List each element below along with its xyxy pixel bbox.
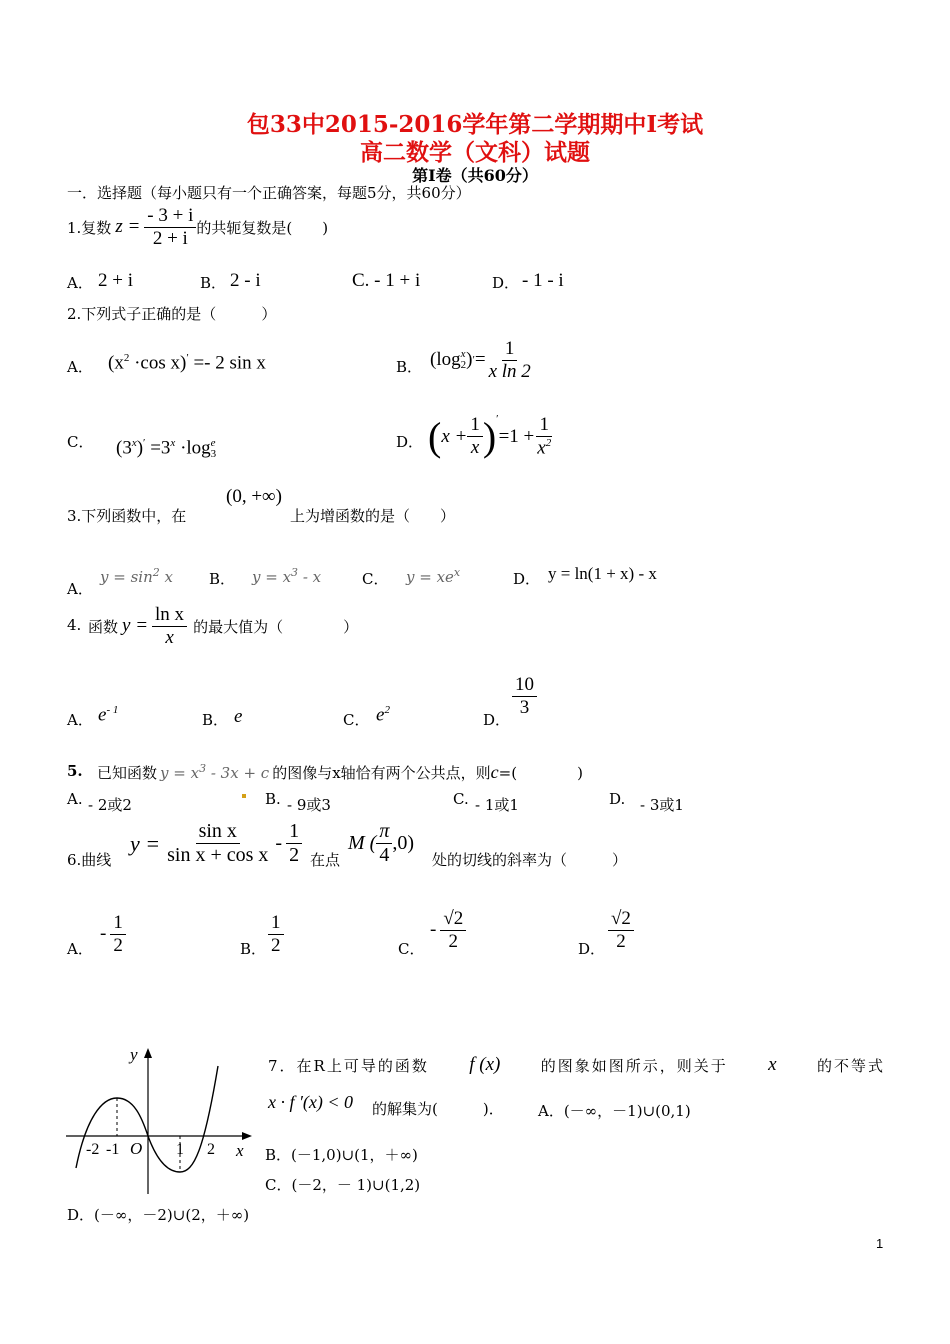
q2-b-label: B．	[396, 358, 423, 376]
q4-option-b: e	[234, 706, 243, 727]
q1-option-b-label: B．	[200, 274, 227, 292]
q6-c-label: C．	[398, 940, 425, 958]
graph-tick-1: 1	[176, 1141, 184, 1158]
q2-c-sub: 3	[210, 447, 217, 460]
q2-a-label: A．	[67, 358, 93, 376]
q2-d-frac1	[467, 414, 483, 459]
q1-option-d-label: D．	[492, 274, 520, 292]
q1-z: z =	[115, 216, 141, 238]
q6-option-a	[100, 912, 126, 957]
q3-interval: (0, +∞)	[226, 486, 282, 507]
q5-expr	[160, 764, 269, 782]
q1-option-d: - 1 - i	[522, 270, 564, 291]
q6-d-den: 2	[616, 930, 626, 952]
q4-y-eq: y =	[122, 615, 149, 637]
exam-subtitle: 高二数学（文科）试题	[360, 139, 590, 166]
q6-option-d	[608, 908, 634, 953]
q6-d-fraction	[608, 908, 634, 953]
q2-option-d: ( x + $\frac{1}{x}$ ) ′ =1 + $\frac{1}{x^2}$	[428, 413, 554, 460]
q5-expr-base: y = x	[160, 764, 200, 782]
q3-stem-suffix: 上为增函数的是（ ）	[290, 507, 456, 525]
q2-c-label: C．	[67, 433, 94, 451]
q2-c-scripts	[211, 438, 217, 460]
q4-option-d	[512, 674, 537, 719]
q7-option-d: D．(－∞，－2)∪(2，＋∞)	[67, 1206, 250, 1224]
q7-stem1: 7．在R上可导的函数	[268, 1056, 429, 1075]
q4-a-label: A．	[67, 711, 93, 729]
q6-fraction	[164, 820, 271, 867]
question-4	[88, 604, 358, 649]
q4-fraction	[152, 604, 187, 649]
q3-c-label: C．	[362, 570, 389, 588]
q3-b-expr: y = x	[252, 568, 292, 586]
q7-stem2: 的图象如图所示，则关于	[540, 1056, 728, 1075]
q6-a-fraction	[110, 912, 126, 957]
q6-stem-prefix: 6.曲线	[67, 851, 112, 869]
q5-option-a: - 2或2	[88, 796, 132, 814]
q7-fx: f (x)	[469, 1054, 501, 1075]
q6-M-close: ,0)	[392, 832, 415, 854]
q4-number: 4.	[67, 616, 82, 634]
q3-stem-prefix: 3.下列函数中，在	[67, 507, 187, 525]
q4-c-base: e	[376, 704, 385, 726]
q6-b-den: 2	[271, 934, 281, 956]
q6-at-point: 在点	[310, 851, 341, 869]
q4-c-sup: 2	[384, 704, 390, 716]
q2-b-eq: =	[474, 349, 486, 371]
q6-option-c	[430, 908, 466, 953]
q2-d-num2: 1	[536, 414, 552, 437]
q3-a-sup: 2	[152, 566, 160, 579]
q2-a-mid: ·cos x)	[129, 352, 187, 374]
q6-b-label: B．	[240, 940, 267, 958]
q2-a-pre: (x	[108, 352, 124, 374]
q2-d-den2-sup: 2	[545, 436, 552, 449]
q5-number: 5.	[67, 762, 83, 780]
q4-d-num: 10	[512, 674, 537, 697]
q1-option-c: C. - 1 + i	[352, 270, 421, 291]
q3-c-sup: x	[453, 566, 461, 579]
q2-d-frac2	[534, 414, 554, 459]
q2-d-den2	[534, 437, 554, 459]
graph-x-label: x	[236, 1141, 244, 1160]
q1-stem-prefix: 1.复数	[67, 218, 112, 237]
q2-a-sup: 2	[123, 352, 130, 364]
q4-stem-prefix: 函数	[88, 617, 119, 636]
q6-a-num: 1	[110, 912, 126, 935]
q6-c-num: √2	[440, 908, 466, 931]
q5-expr-rest: - 3x + c	[206, 764, 270, 782]
q2-d-den2-base: x	[537, 437, 546, 459]
question-5	[97, 762, 583, 783]
q3-option-d: y = ln(1 + x) - x	[548, 564, 657, 583]
q6-a-sign: -	[100, 923, 107, 945]
q4-c-label: C．	[343, 711, 370, 729]
q2-c-rhs2: ·log	[175, 437, 211, 459]
q1-option-a: 2 + i	[98, 270, 133, 291]
q5-stem-prefix: 已知函数	[97, 764, 158, 782]
q4-a-sup: - 1	[106, 704, 119, 716]
q2-d-x: x +	[441, 425, 468, 447]
q2-c-prime: ′	[143, 437, 146, 449]
q3-option-a	[100, 566, 173, 586]
q6-stem-suffix: 处的切线的斜率为（ ）	[432, 851, 628, 869]
q6-M: M (	[348, 832, 377, 854]
q3-b-sup: 3	[291, 566, 299, 579]
q7-stem4: 的解集为( )．	[372, 1100, 504, 1118]
graph-tick-neg1: -1	[106, 1141, 120, 1158]
q6-expr	[130, 820, 302, 867]
q3-option-b	[252, 566, 321, 586]
q3-option-c	[406, 566, 460, 586]
q6-den: sin x + cos x	[167, 844, 269, 866]
q7-stem3: 的不等式	[816, 1056, 885, 1075]
q4-b-label: B．	[202, 711, 229, 729]
question-2-stem: 2.下列式子正确的是（ ）	[67, 305, 277, 323]
q2-d-den: x	[470, 437, 480, 458]
q6-b-fraction	[268, 912, 284, 957]
section-header: 第I卷（共60分）	[412, 166, 538, 185]
y-axis-arrow	[144, 1048, 152, 1058]
q3-d-label: D．	[513, 570, 541, 588]
q6-a-den: 2	[113, 934, 123, 956]
q2-d-label: D．	[396, 433, 424, 451]
graph-tick-2: 2	[207, 1141, 215, 1158]
q6-half-num: 1	[286, 820, 302, 844]
q3-b-label: B．	[209, 570, 236, 588]
q2-c-rhs1: =3	[145, 437, 171, 459]
q6-pi-fraction	[376, 820, 392, 867]
q2-b-sup: x	[460, 348, 466, 361]
q4-a-base: e	[98, 704, 107, 726]
q2-option-b	[430, 338, 534, 383]
q5-d-label: D.	[609, 790, 626, 808]
x-axis-arrow	[242, 1132, 252, 1140]
q6-c-den: 2	[448, 930, 459, 952]
q5-option-c: - 1或1	[475, 796, 519, 814]
page-number: 1	[876, 1236, 884, 1251]
q4-d-fraction	[512, 674, 537, 719]
graph-y-label: y	[130, 1045, 138, 1064]
q1-option-b: 2 - i	[230, 270, 261, 291]
q4-den: x	[165, 626, 174, 648]
q4-option-a	[98, 704, 118, 726]
q2-b-sub: 2	[460, 359, 467, 372]
q5-c: c	[490, 762, 499, 782]
q4-stem-suffix: 的最大值为（ ）	[193, 617, 359, 636]
q2-d-prime: ′	[496, 413, 499, 425]
graph-tick-neg2: -2	[86, 1141, 100, 1158]
q7-inequality: x · f ′(x) < 0	[268, 1092, 354, 1112]
q2-a-rhs: =- 2 sin x	[188, 352, 266, 374]
q3-c-expr: y = xe	[406, 568, 454, 586]
q5-option-d: - 3或1	[640, 796, 684, 814]
q6-minus: -	[275, 832, 283, 854]
q6-pi-num: π	[376, 820, 392, 844]
q4-d-label: D．	[483, 711, 511, 729]
stray-mark	[242, 794, 246, 798]
q5-a-label: A.	[67, 790, 83, 808]
q2-b-den: x ln 2	[488, 360, 531, 382]
q3-a-expr: y = sin	[100, 568, 153, 586]
q6-d-label: D．	[578, 940, 606, 958]
q1-option-a-label: A．	[67, 274, 93, 292]
q1-den: 2 + i	[152, 227, 188, 249]
q2-c-pre: (3	[116, 437, 132, 459]
q7-option-c: C．(－2，－ 1)∪(1,2)	[265, 1176, 421, 1194]
q5-option-b: - 9或3	[287, 796, 331, 814]
q2-c-sup3: e	[210, 436, 216, 449]
section1-instructions: 一．选择题（每小题只有一个正确答案，每题5分，共60分）	[67, 184, 471, 202]
q2-c-sup2: x	[170, 437, 176, 449]
q7-function-graph	[62, 1040, 262, 1200]
q6-half	[286, 820, 302, 867]
q6-num: sin x	[196, 820, 240, 844]
q2-a-prime: ′	[186, 352, 189, 364]
q2-c-close: )	[136, 437, 144, 459]
q3-a-x: x	[159, 568, 173, 586]
q6-c-fraction	[440, 908, 466, 953]
q6-d-num: √2	[608, 908, 634, 931]
q6-option-b	[268, 912, 284, 957]
q1-fraction	[144, 205, 196, 250]
q2-d-rhs: =1 +	[498, 425, 535, 447]
exam-title: 包33中2015-2016学年第二学期期中I考试	[246, 111, 704, 138]
q3-a-label: A．	[67, 580, 93, 598]
q5-expr-sup: 3	[199, 762, 207, 775]
q2-b-fraction	[486, 338, 534, 383]
graph-origin-label: O	[130, 1139, 143, 1158]
q3-b-rest: - x	[298, 568, 322, 586]
q2-b-log: (log	[430, 349, 461, 371]
q5-b-label: B.	[265, 790, 281, 808]
q5-stem-mid: 的图像与x轴恰有两个公共点，则	[272, 764, 491, 782]
q5-stem-suffix: =( )	[498, 764, 583, 782]
q2-c-sup: x	[131, 437, 137, 449]
q7-option-b: B．(－1,0)∪(1，＋∞)	[265, 1146, 418, 1164]
q6-pi-den: 4	[379, 844, 390, 866]
q7-option-a: A．(－∞，－1)∪(0,1)	[538, 1102, 691, 1120]
q6-c-sign: -	[430, 919, 437, 941]
q5-c-label: C.	[453, 790, 469, 808]
q2-option-c	[116, 437, 216, 460]
q7-stem-line1	[268, 1054, 885, 1076]
q4-option-c	[376, 704, 390, 726]
q2-b-num: 1	[502, 338, 518, 361]
q6-a-label: A．	[67, 940, 93, 958]
q1-stem-suffix: 的共轭复数是( )	[196, 218, 329, 237]
q2-b-prime: ′	[472, 354, 475, 367]
q6-b-num: 1	[268, 912, 284, 935]
q2-option-a	[108, 352, 266, 374]
q4-d-den: 3	[519, 696, 530, 718]
q1-num: - 3 + i	[144, 205, 196, 228]
q2-d-num: 1	[467, 414, 483, 437]
q6-half-den: 2	[289, 844, 300, 866]
q6-point	[348, 820, 414, 867]
question-1	[67, 205, 328, 250]
q2-b-close: )	[466, 349, 473, 371]
q6-y-eq: y =	[130, 830, 161, 856]
q4-num: ln x	[152, 604, 187, 627]
q7-x: x	[768, 1054, 777, 1075]
